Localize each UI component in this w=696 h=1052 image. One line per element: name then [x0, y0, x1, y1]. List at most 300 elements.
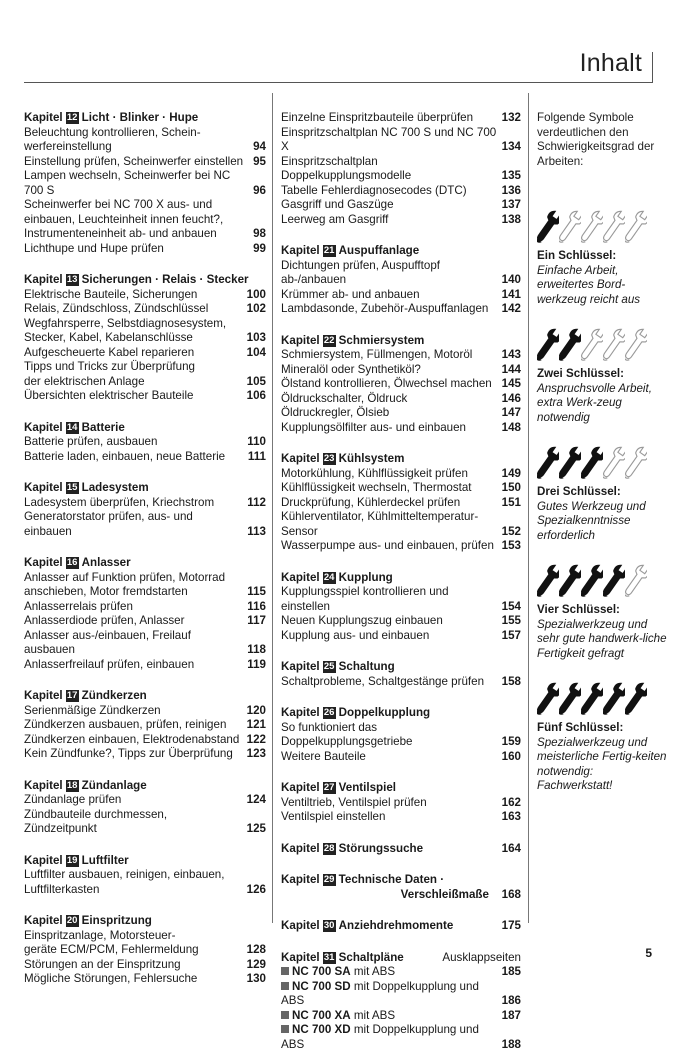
- chapter-title-text: Einspritzung: [82, 914, 152, 927]
- toc-entry[interactable]: [281, 421, 521, 436]
- toc-entry[interactable]: [24, 793, 266, 808]
- entry-page: 187: [498, 1009, 521, 1024]
- toc-entry[interactable]: [24, 658, 266, 673]
- toc-entry[interactable]: [281, 302, 521, 317]
- chapter-title: [82, 421, 125, 436]
- toc-entry[interactable]: [281, 675, 521, 690]
- spacer: [281, 902, 521, 919]
- chapter-block: [24, 854, 266, 898]
- wrench-rating: [537, 561, 667, 601]
- chapter-heading[interactable]: [281, 951, 521, 966]
- toc-entry[interactable]: [281, 348, 521, 363]
- entry-page: 158: [498, 675, 521, 690]
- entry-page: 115: [243, 585, 266, 600]
- chapter-title: [82, 914, 152, 929]
- model-name: NC 700 SA: [292, 965, 351, 978]
- wrench-filled-icon: [603, 561, 625, 601]
- wrench-filled-icon: [581, 443, 603, 483]
- bullet-square-icon: [281, 982, 289, 990]
- wrench-rating: [537, 679, 667, 719]
- entry-page: 124: [243, 793, 266, 808]
- chapter-title: [339, 660, 395, 675]
- chapter-title: [339, 571, 393, 586]
- kapitel-label: Kapitel: [24, 854, 63, 869]
- chapter-number-badge: 17: [66, 690, 79, 702]
- entry-page: 117: [243, 614, 266, 629]
- entry-title: Schaltprobleme, Schaltgestänge prüfen: [281, 675, 498, 690]
- toc-entry[interactable]: [281, 810, 521, 825]
- kapitel-label: Kapitel: [24, 556, 63, 571]
- chapter-title-text: Sicherungen · Relais · Stecker: [82, 273, 249, 286]
- chapter-block: [24, 481, 266, 539]
- wrench-filled-icon: [559, 325, 581, 365]
- entry-page: 151: [498, 496, 521, 511]
- chapter-title-text: Schaltung: [339, 660, 395, 673]
- toc-entry[interactable]: [281, 750, 521, 765]
- kapitel-label: Kapitel: [24, 914, 63, 929]
- toc-entry[interactable]: [24, 450, 266, 465]
- entry-page: 148: [498, 421, 521, 436]
- toc-entry[interactable]: [281, 406, 521, 421]
- toc-entry[interactable]: [24, 435, 266, 450]
- toc-entry[interactable]: [281, 184, 521, 199]
- toc-entry[interactable]: [24, 288, 266, 303]
- chapter-block: [281, 873, 521, 902]
- toc-entry[interactable]: [281, 496, 521, 511]
- toc-entry[interactable]: [281, 721, 521, 750]
- spacer: [281, 554, 521, 571]
- chapter-heading[interactable]: [24, 111, 266, 126]
- difficulty-level: [537, 679, 667, 794]
- difficulty-description: Anspruchsvolle Arbeit, extra Werk-zeug notwendig: [537, 382, 667, 426]
- wrench-outline-icon: [603, 443, 625, 483]
- toc-entry[interactable]: [24, 958, 266, 973]
- chapter-heading[interactable]: [281, 706, 521, 721]
- toc-entry[interactable]: [281, 259, 521, 288]
- toc-entry[interactable]: [24, 571, 266, 600]
- chapter-continuation: [281, 111, 521, 227]
- chapter-title-text: Störungssuche: [339, 842, 423, 855]
- kapitel-label: Kapitel: [281, 452, 320, 467]
- entry-page: 138: [498, 213, 521, 228]
- difficulty-description: Gutes Werkzeug und Spezialkenntnisse erforderlich: [537, 500, 667, 544]
- entry-title: [281, 965, 498, 980]
- toc-entry[interactable]: [281, 467, 521, 482]
- chapter-heading[interactable]: [281, 781, 521, 796]
- entry-page: 157: [498, 629, 521, 644]
- chapter-title: [339, 781, 396, 796]
- chapter-title: [339, 873, 489, 902]
- entry-title: Ladesystem überprüfen, Kriechstrom: [24, 496, 243, 511]
- toc-entry[interactable]: [24, 302, 266, 317]
- wrench-filled-icon: [603, 679, 625, 719]
- entry-page: 113: [243, 525, 266, 540]
- entry-title: Anlasserrelais prüfen: [24, 600, 243, 615]
- kapitel-label: Kapitel: [281, 244, 320, 259]
- difficulty-legend: [537, 111, 667, 794]
- entry-title: Kupplungsspiel kontrollieren und einstellen: [281, 585, 498, 614]
- toc-entry[interactable]: [24, 868, 266, 897]
- spacer: [24, 897, 266, 914]
- entry-title: Lampen wechseln, Scheinwerfer bei NC 700 S: [24, 169, 249, 198]
- toc-entry[interactable]: [24, 747, 266, 762]
- wrench-filled-icon: [559, 679, 581, 719]
- entry-page: 152: [498, 525, 521, 540]
- entry-page: 104: [243, 346, 266, 361]
- difficulty-description: Einfache Arbeit, erweitertes Bord-werkzeug reicht aus: [537, 264, 667, 308]
- entry-title: Wasserpumpe aus- und einbauen, prüfen: [281, 539, 498, 554]
- chapter-heading[interactable]: [281, 660, 521, 675]
- kapitel-label: Kapitel: [281, 842, 320, 857]
- entry-page: 98: [249, 227, 266, 242]
- toc-entry[interactable]: [24, 629, 266, 658]
- entry-title: Serienmäßige Zündkerzen: [24, 704, 243, 719]
- entry-title: Einstellung prüfen, Scheinwerfer einstellen: [24, 155, 249, 170]
- chapter-title: [339, 951, 404, 966]
- kapitel-label: Kapitel: [24, 481, 63, 496]
- wrench-rating: [537, 443, 667, 483]
- entry-page: 128: [243, 943, 266, 958]
- entry-title: Anlasser auf Funktion prüfen, Motorrad anschieben, Motor fremdstarten: [24, 571, 243, 600]
- entry-title: Relais, Zündschloss, Zündschlüssel: [24, 302, 243, 317]
- toc-entry[interactable]: [24, 169, 266, 198]
- chapter-title-text: Ladesystem: [82, 481, 149, 494]
- entry-page: 155: [498, 614, 521, 629]
- chapter-number-badge: 26: [323, 707, 336, 719]
- difficulty-title: Vier Schlüssel:: [537, 603, 667, 618]
- toc-entry[interactable]: [281, 980, 521, 1009]
- toc-entry[interactable]: [24, 733, 266, 748]
- entry-title: Mineralöl oder Synthetiköl?: [281, 363, 498, 378]
- spacer: [281, 764, 521, 781]
- entry-title: Motorkühlung, Kühlflüssigkeit prüfen: [281, 467, 498, 482]
- chapter-page: 175: [502, 919, 521, 934]
- entry-title: Ventilspiel einstellen: [281, 810, 498, 825]
- toc-entry[interactable]: [24, 198, 266, 242]
- toc-entry[interactable]: [281, 796, 521, 811]
- kapitel-label: Kapitel: [281, 334, 320, 349]
- entry-title: Batterie prüfen, ausbauen: [24, 435, 243, 450]
- chapter-number-badge: 25: [323, 661, 336, 673]
- chapter-heading[interactable]: [24, 556, 266, 571]
- legend-intro: Folgende Symbole verdeutlichen den Schwierigkeitsgrad der Arbeiten:: [537, 111, 667, 169]
- entry-page: 188: [498, 1038, 521, 1052]
- toc-entry[interactable]: [281, 155, 521, 184]
- toc-entry[interactable]: [281, 539, 521, 554]
- entry-page: 150: [498, 481, 521, 496]
- chapter-title-text-2: Verschleißmaße: [339, 888, 489, 901]
- chapter-title: [82, 854, 129, 869]
- toc-entry[interactable]: [281, 288, 521, 303]
- entry-title: Kühlerventilator, Kühlmitteltemperatur-Sensor: [281, 510, 498, 539]
- chapter-heading[interactable]: [24, 689, 266, 704]
- chapter-title: [339, 452, 405, 467]
- chapter-block: [24, 779, 266, 837]
- difficulty-title: Fünf Schlüssel:: [537, 721, 667, 736]
- entry-page: 122: [243, 733, 266, 748]
- entry-page: 129: [243, 958, 266, 973]
- chapter-title: [339, 706, 430, 721]
- chapter-title-text: Batterie: [82, 421, 125, 434]
- chapter-number-badge: 27: [323, 782, 336, 794]
- model-name: NC 700 XA: [292, 1009, 351, 1022]
- toc-entry[interactable]: [24, 718, 266, 733]
- kapitel-label: Kapitel: [281, 571, 320, 586]
- spacer: [281, 856, 521, 873]
- entry-page: 135: [498, 169, 521, 184]
- entry-title: Einspritzschaltplan Doppelkupplungsmodelle: [281, 155, 498, 184]
- chapter-title-text: Kühlsystem: [339, 452, 405, 465]
- kapitel-label: Kapitel: [24, 111, 63, 126]
- kapitel-label: Kapitel: [281, 660, 320, 675]
- wrench-outline-icon: [625, 443, 647, 483]
- chapter-title: [82, 689, 147, 704]
- chapter-heading[interactable]: [281, 873, 521, 902]
- chapter-block: [281, 842, 521, 857]
- wrench-outline-icon: [625, 561, 647, 601]
- entry-page: 94: [249, 140, 266, 155]
- toc-entry[interactable]: [281, 377, 521, 392]
- entry-text: mit Doppelkupplung und ABS: [281, 1023, 479, 1051]
- chapter-block: [281, 244, 521, 317]
- entry-title: Lichthupe und Hupe prüfen: [24, 242, 249, 257]
- chapter-title: [82, 779, 147, 794]
- entry-page: 123: [243, 747, 266, 762]
- chapter-heading[interactable]: [281, 334, 521, 349]
- chapter-heading[interactable]: [281, 571, 521, 586]
- chapter-number-badge: 18: [66, 780, 79, 792]
- chapter-heading[interactable]: [24, 779, 266, 794]
- toc-entry[interactable]: [281, 614, 521, 629]
- toc-entry[interactable]: [24, 600, 266, 615]
- chapter-number-badge: 13: [66, 274, 79, 286]
- entry-title: Ventiltrieb, Ventilspiel prüfen: [281, 796, 498, 811]
- spacer: [24, 404, 266, 421]
- chapter-title-text: Auspuffanlage: [339, 244, 420, 257]
- chapter-block: [24, 421, 266, 465]
- entry-title: So funktioniert das Doppelkupplungsgetriebe: [281, 721, 498, 750]
- chapter-title: [339, 334, 425, 349]
- kapitel-label: Kapitel: [24, 421, 63, 436]
- entry-text: mit ABS: [351, 965, 395, 978]
- toc-entry[interactable]: [281, 392, 521, 407]
- entry-title: Beleuchtung kontrollieren, Schein- werfereinstellung: [24, 126, 249, 155]
- entry-page: 186: [498, 994, 521, 1009]
- entry-title: Zündanlage prüfen: [24, 793, 243, 808]
- chapter-number-badge: 24: [323, 572, 336, 584]
- entry-title: [281, 980, 498, 1009]
- entry-text: mit Doppelkupplung und ABS: [281, 980, 479, 1008]
- toc-entry[interactable]: [24, 929, 266, 958]
- toc-entry[interactable]: [24, 242, 266, 257]
- entry-title: Lambdasonde, Zubehör-Auspuffanlagen: [281, 302, 498, 317]
- spacer: [24, 762, 266, 779]
- spacer: [24, 672, 266, 689]
- toc-entry[interactable]: [24, 510, 266, 539]
- toc-entry[interactable]: [281, 1009, 521, 1024]
- entry-title: Batterie laden, einbauen, neue Batterie: [24, 450, 244, 465]
- entry-title: Zündbauteile durchmessen, Zündzeitpunkt: [24, 808, 243, 837]
- toc-entry[interactable]: [281, 481, 521, 496]
- chapter-block: [281, 781, 521, 825]
- entry-title: Generatorstator prüfen, aus- und einbauen: [24, 510, 243, 539]
- kapitel-label: Kapitel: [24, 779, 63, 794]
- chapter-title-text: Schaltpläne: [339, 951, 404, 964]
- chapter-number-badge: 31: [323, 952, 336, 964]
- entry-page: 130: [243, 972, 266, 987]
- chapter-block: [281, 571, 521, 644]
- header-rule-tick: [652, 52, 653, 83]
- kapitel-label: Kapitel: [281, 781, 320, 796]
- chapter-page: 164: [502, 842, 521, 857]
- toc-entry[interactable]: [281, 126, 521, 155]
- toc-entry[interactable]: [24, 496, 266, 511]
- toc-entry[interactable]: [24, 972, 266, 987]
- toc-entry[interactable]: [281, 510, 521, 539]
- wrench-rating: [537, 207, 667, 247]
- entry-title: Zündkerzen ausbauen, prüfen, reinigen: [24, 718, 243, 733]
- toc-column-2: [281, 111, 521, 1052]
- entry-page: 154: [498, 600, 521, 615]
- wrench-outline-icon: [581, 325, 603, 365]
- toc-entry[interactable]: [281, 965, 521, 980]
- entry-page: 141: [498, 288, 521, 303]
- chapter-title-text: Schmiersystem: [339, 334, 425, 347]
- chapter-title-text: Anziehdrehmomente: [339, 919, 454, 932]
- entry-page: 134: [498, 140, 521, 155]
- toc-entry[interactable]: [281, 363, 521, 378]
- toc-entry[interactable]: [24, 808, 266, 837]
- toc-entry[interactable]: [24, 346, 266, 361]
- toc-entry[interactable]: [281, 213, 521, 228]
- toc-entry[interactable]: [281, 629, 521, 644]
- entry-title: Krümmer ab- und anbauen: [281, 288, 498, 303]
- spacer: [24, 539, 266, 556]
- chapter-heading[interactable]: [281, 452, 521, 467]
- difficulty-title: Ein Schlüssel:: [537, 249, 667, 264]
- entry-page: 106: [243, 389, 266, 404]
- toc-entry[interactable]: [24, 614, 266, 629]
- column-divider-1: [272, 93, 273, 923]
- entry-page: 143: [498, 348, 521, 363]
- entry-title: Anlasser aus-/einbauen, Freilauf ausbauen: [24, 629, 243, 658]
- entry-text: mit ABS: [351, 1009, 395, 1022]
- chapter-title-text: Zündkerzen: [82, 689, 147, 702]
- entry-title: [281, 1009, 498, 1024]
- chapter-title-text: Zündanlage: [82, 779, 147, 792]
- chapter-heading[interactable]: [24, 854, 266, 869]
- chapter-title-text: Technische Daten ·: [339, 873, 444, 886]
- wrench-filled-icon: [581, 561, 603, 601]
- chapter-title-text: Doppelkupplung: [339, 706, 430, 719]
- chapter-heading[interactable]: [24, 914, 266, 929]
- chapter-block: [281, 706, 521, 764]
- page-title: Inhalt: [580, 49, 642, 78]
- difficulty-description: Spezialwerkzeug und sehr gute handwerk-liche Fertigkeit gefragt: [537, 618, 667, 662]
- model-name: NC 700 SD: [292, 980, 351, 993]
- toc-entry[interactable]: [24, 704, 266, 719]
- wrench-filled-icon: [537, 561, 559, 601]
- entry-page: 153: [498, 539, 521, 554]
- entry-title: Öldruckschalter, Öldruck: [281, 392, 498, 407]
- spacer: [281, 317, 521, 334]
- entry-title: Leerweg am Gasgriff: [281, 213, 498, 228]
- chapter-heading[interactable]: [24, 421, 266, 436]
- entry-page: 132: [498, 111, 521, 126]
- page-number: 5: [645, 946, 652, 960]
- entry-page: 140: [498, 273, 521, 288]
- wrench-filled-icon: [559, 561, 581, 601]
- entry-title: Anlasserdiode prüfen, Anlasser: [24, 614, 243, 629]
- chapter-heading[interactable]: [281, 919, 521, 934]
- entry-page: 103: [243, 331, 266, 346]
- chapter-block: [281, 334, 521, 436]
- entry-title: Wegfahrsperre, Selbstdiagnosesystem, Stecker, Kabel, Kabelanschlüsse: [24, 317, 243, 346]
- toc-entry[interactable]: [24, 126, 266, 155]
- spacer: [24, 837, 266, 854]
- bullet-square-icon: [281, 1011, 289, 1019]
- chapter-title-text: Ventilspiel: [339, 781, 396, 794]
- wrench-filled-icon: [625, 679, 647, 719]
- model-name: NC 700 XD: [292, 1023, 351, 1036]
- chapter-heading[interactable]: [24, 273, 266, 288]
- toc-entry[interactable]: [281, 198, 521, 213]
- entry-page: 160: [498, 750, 521, 765]
- chapter-number-badge: 20: [66, 915, 79, 927]
- toc-entry[interactable]: [281, 1023, 521, 1052]
- entry-title: Öldruckregler, Ölsieb: [281, 406, 498, 421]
- chapter-heading[interactable]: [281, 244, 521, 259]
- toc-entry[interactable]: [281, 585, 521, 614]
- toc-entry[interactable]: [24, 360, 266, 389]
- entry-page: 137: [498, 198, 521, 213]
- spacer: [24, 256, 266, 273]
- chapter-block: [281, 660, 521, 689]
- chapter-title: [82, 273, 249, 288]
- entry-page: 126: [243, 883, 266, 898]
- entry-page: 118: [243, 643, 266, 658]
- chapter-title-text: Anlasser: [82, 556, 131, 569]
- wrench-outline-icon: [603, 325, 625, 365]
- entry-page: 145: [498, 377, 521, 392]
- entry-title: Druckprüfung, Kühlerdeckel prüfen: [281, 496, 498, 511]
- toc-entry[interactable]: [24, 389, 266, 404]
- entry-page: 110: [243, 435, 266, 450]
- wrench-outline-icon: [625, 325, 647, 365]
- difficulty-level: [537, 207, 667, 307]
- chapter-note: Ausklappseiten: [442, 951, 521, 966]
- chapter-heading[interactable]: [281, 842, 521, 857]
- kapitel-label: Kapitel: [24, 689, 63, 704]
- toc-entry[interactable]: [24, 155, 266, 170]
- toc-entry[interactable]: [24, 317, 266, 346]
- difficulty-description: Spezialwerkzeug und meisterliche Fertig-keiten notwendig: Fachwerkstatt!: [537, 736, 667, 794]
- entry-title: Einspritzschaltplan NC 700 S und NC 700 X: [281, 126, 498, 155]
- entry-page: 162: [498, 796, 521, 811]
- kapitel-label: Kapitel: [281, 919, 320, 934]
- chapter-block: [281, 452, 521, 554]
- wrench-outline-icon: [625, 207, 647, 247]
- entry-page: 112: [243, 496, 266, 511]
- chapter-heading[interactable]: [24, 481, 266, 496]
- entry-title: [281, 1023, 498, 1052]
- toc-entry[interactable]: [281, 111, 521, 126]
- entry-title: Kein Zündfunke?, Tipps zur Überprüfung: [24, 747, 243, 762]
- spacer: [281, 227, 521, 244]
- spacer: [281, 435, 521, 452]
- entry-title: Schmiersystem, Füllmengen, Motoröl: [281, 348, 498, 363]
- entry-page: 146: [498, 392, 521, 407]
